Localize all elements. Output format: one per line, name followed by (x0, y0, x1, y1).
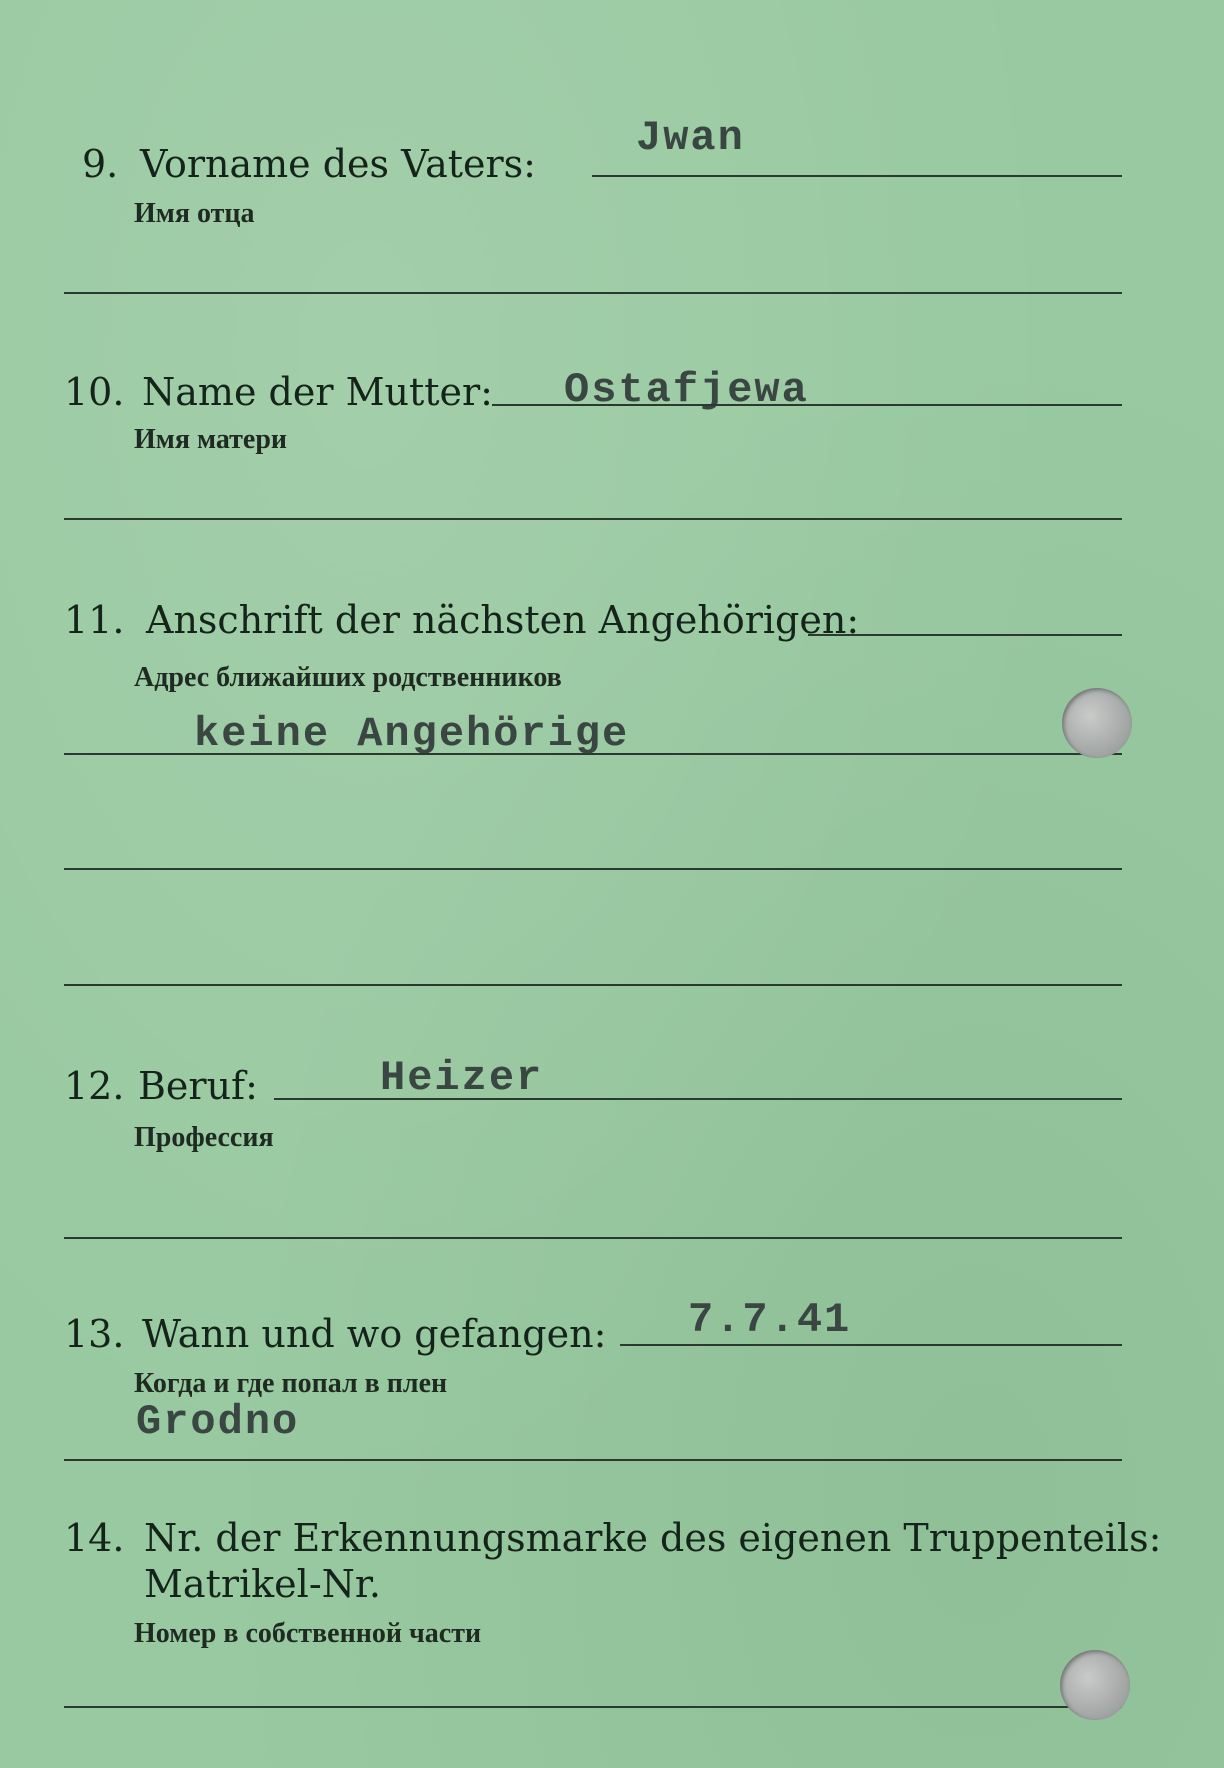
field-11-underline (808, 634, 1122, 636)
field-13-place-value: Grodno (136, 1398, 300, 1446)
field-14-label-ru: Номер в собственной части (134, 1618, 482, 1649)
field-11-label-ru: Адрес ближайших родственников (134, 662, 562, 693)
field-13-label-ru: Когда и где попал в плен (134, 1368, 448, 1399)
field-11-value: keine Angehörige (194, 710, 630, 758)
field-14-underline (64, 1706, 1122, 1708)
field-9-label-ru: Имя отца (134, 198, 255, 229)
field-11-line-2 (64, 868, 1122, 870)
field-11-line-1 (64, 753, 1122, 755)
field-10-extra-line (64, 518, 1122, 520)
field-9-underline (592, 175, 1122, 177)
field-10-value: Ostafjewa (564, 366, 809, 414)
field-10-underline (492, 404, 1122, 406)
field-9-number: 9. (82, 142, 119, 186)
field-13-underline (620, 1344, 1122, 1346)
field-9-value: Jwan (636, 114, 745, 162)
field-11-line-3 (64, 984, 1122, 986)
field-12-extra-line (64, 1237, 1122, 1239)
field-13-label: Wann und wo gefangen: (142, 1312, 607, 1356)
field-12-label-ru: Профессия (134, 1122, 274, 1153)
field-10-number: 10. (64, 370, 125, 414)
field-12-number: 12. (64, 1064, 125, 1108)
field-14-label: Nr. der Erkennungsmarke des eigenen Truppenteils: (144, 1516, 1162, 1560)
field-11-label: Anschrift der nächsten Angehörigen: (146, 598, 860, 642)
field-14-label-line2: Matrikel-Nr. (144, 1562, 381, 1606)
field-9-extra-line (64, 292, 1122, 294)
field-12-underline (274, 1098, 1122, 1100)
field-13-date-value: 7.7.41 (688, 1296, 852, 1344)
field-12-label: Beruf: (138, 1064, 258, 1108)
field-13-number: 13. (64, 1312, 125, 1356)
field-11-number: 11. (64, 598, 125, 642)
punch-hole-upper (1062, 688, 1132, 758)
field-14-number: 14. (64, 1516, 125, 1560)
field-9-label: Vorname des Vaters: (140, 142, 536, 186)
punch-hole-lower (1060, 1650, 1130, 1720)
field-10-label: Name der Mutter: (142, 370, 493, 414)
field-12-value: Heizer (380, 1054, 544, 1102)
field-13-extra-line (64, 1459, 1122, 1461)
field-10-label-ru: Имя матери (134, 424, 288, 455)
